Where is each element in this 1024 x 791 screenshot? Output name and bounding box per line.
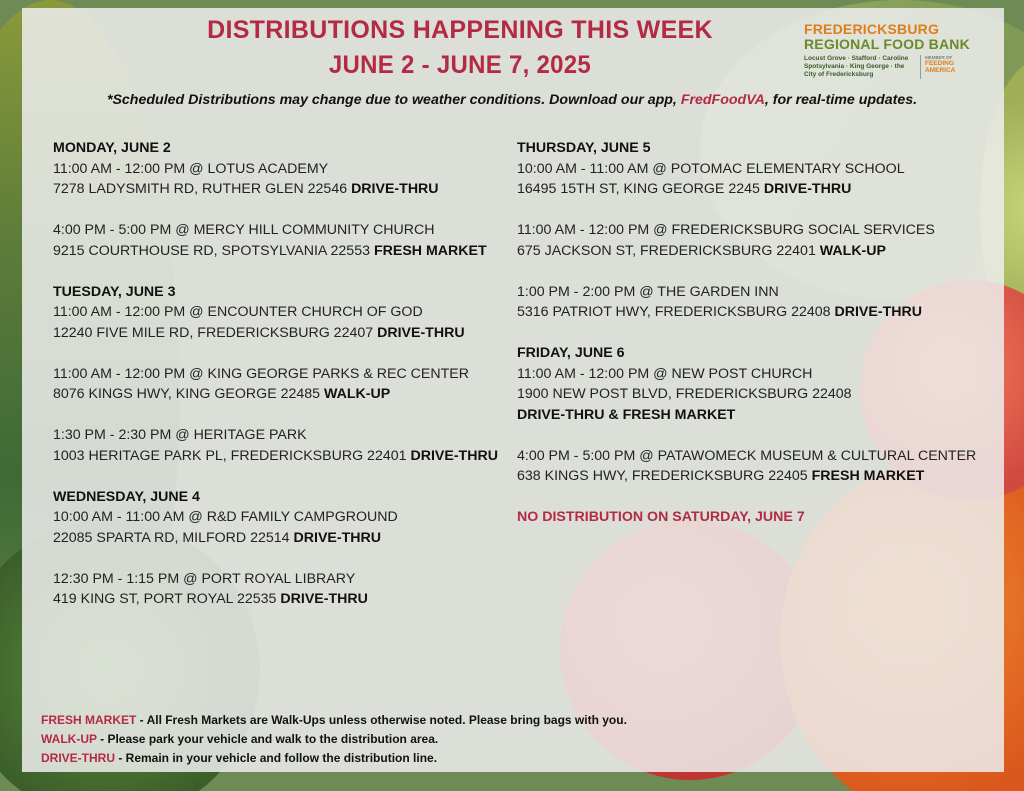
distribution-type: DRIVE-THRU [834,304,922,320]
feeding-america-label: FEEDING AMERICA [925,60,956,74]
legend-row-drive-thru: DRIVE-THRU - Remain in your vehicle and follow the distribution line. [41,751,438,765]
note-suffix: , for real-time updates. [764,92,918,108]
day-heading: WEDNESDAY, JUNE 4 [53,488,200,505]
legend-row-walk-up: WALK-UP - Please park your vehicle and walk to the distribution area. [41,732,439,746]
schedule-column-left [53,138,513,630]
no-distribution-notice: NO DISTRIBUTION ON SATURDAY, JUNE 7 [517,509,805,525]
day-heading: THURSDAY, JUNE 5 [517,140,651,156]
day-heading: TUESDAY, JUNE 3 [53,283,176,300]
address-text: 22085 SPARTA RD, MILFORD 22514 [53,529,290,546]
day-block [53,138,513,261]
address-text: 12240 FIVE MILE RD, FREDERICKSBURG 22407 [53,324,374,341]
food-bank-logo [804,22,984,79]
distribution-entry [517,159,977,200]
distribution-type: DRIVE-THRU [293,529,382,546]
distribution-type: DRIVE-THRU & FRESH MARKET [517,406,736,423]
address-text: 638 KINGS HWY, FREDERICKSBURG 22405 [517,468,808,484]
distribution-address [517,302,977,323]
distribution-entry [517,282,977,323]
day-block [517,138,977,323]
distribution-address [517,384,977,405]
feeding-america-logo [920,55,973,79]
address-text: 7278 LADYSMITH RD, RUTHER GLEN 22546 [53,181,348,197]
address-text: 5316 PATRIOT HWY, FREDERICKSBURG 22408 [517,304,831,320]
logo-line-1: FREDERICKSBURG [804,21,940,37]
weather-note [0,92,1024,108]
distribution-address [53,323,513,344]
distribution-entry [517,364,977,426]
distribution-type: FRESH MARKET [811,468,925,484]
distribution-address [53,384,513,405]
distribution-address [53,528,513,549]
distribution-entry [53,159,513,200]
distribution-address [517,179,977,200]
distribution-type: DRIVE-THRU [763,181,852,197]
distribution-entry [517,446,977,487]
distribution-time-location: 11:00 AM - 12:00 PM @ ENCOUNTER CHURCH OF GOD [53,304,423,320]
member-of-label: MEMBER OF [925,55,953,60]
distribution-type: DRIVE-THRU [410,447,498,464]
address-text: 16495 15TH ST, KING GEORGE 2245 [517,181,760,197]
distribution-time-location: 11:00 AM - 12:00 PM @ LOTUS ACADEMY [53,160,329,177]
distribution-time-location: 4:00 PM - 5:00 PM @ PATAWOMECK MUSEUM & CULTURAL CENTER [517,447,977,464]
distribution-address [53,589,513,610]
distribution-type: DRIVE-THRU [280,591,368,607]
page-title: DISTRIBUTIONS HAPPENING THIS WEEK [207,16,713,44]
logo-line-2: REGIONAL FOOD BANK [804,36,970,52]
distribution-time-location: 11:00 AM - 12:00 PM @ NEW POST CHURCH [517,365,813,382]
note-prefix: *Scheduled Distributions may change due to weather conditions. Download our app, [106,92,681,108]
distribution-time-location: 10:00 AM - 11:00 AM @ R&D FAMILY CAMPGROUND [53,509,398,525]
distribution-entry [53,569,513,610]
distribution-address [517,241,977,262]
distribution-entry [53,425,513,466]
distribution-type: WALK-UP [324,386,391,402]
address-text: 9215 COURTHOUSE RD, SPOTSYLVANIA 22553 [53,242,370,259]
distribution-type: DRIVE-THRU [377,324,465,341]
day-heading: FRIDAY, JUNE 6 [517,345,625,361]
address-text: 1900 NEW POST BLVD, FREDERICKSBURG 22408 [517,386,852,402]
legend-row-fresh-market: FRESH MARKET - All Fresh Markets are Walk-Ups unless otherwise noted. Please bring bags with you. [41,713,627,727]
distribution-time-location: 1:00 PM - 2:00 PM @ THE GARDEN INN [517,283,779,300]
distribution-time-location: 4:00 PM - 5:00 PM @ MERCY HILL COMMUNITY CHURCH [53,222,435,238]
date-range: JUNE 2 - JUNE 7, 2025 [328,51,592,79]
app-name: FredFoodVA [680,92,765,108]
day-block [53,282,513,467]
distribution-entry [53,364,513,405]
day-heading: MONDAY, JUNE 2 [53,140,171,156]
distribution-type: FRESH MARKET [373,242,487,259]
address-text: 419 KING ST, PORT ROYAL 22535 [53,591,277,607]
schedule-column-right [517,138,977,528]
address-text: 8076 KINGS HWY, KING GEORGE 22485 [53,386,321,402]
distribution-entry [517,220,977,261]
distribution-type: DRIVE-THRU [351,181,439,197]
distribution-address [53,241,513,262]
distribution-time-location: 12:30 PM - 1:15 PM @ PORT ROYAL LIBRARY [53,570,356,587]
distribution-time-location: 1:30 PM - 2:30 PM @ HERITAGE PARK [53,427,307,443]
legend [41,711,627,768]
day-block [517,343,977,487]
address-text: 1003 HERITAGE PARK PL, FREDERICKSBURG 22401 [53,447,407,464]
distribution-address [53,179,513,200]
distribution-time-location: 11:00 AM - 12:00 PM @ KING GEORGE PARKS & REC CENTER [53,365,469,382]
logo-localities: Locust Grove · Stafford · Caroline Spotsylvania · King George · the City of Fredericksburg [804,55,909,78]
distribution-time-location: 10:00 AM - 11:00 AM @ POTOMAC ELEMENTARY SCHOOL [517,160,905,177]
distribution-entry [53,507,513,548]
day-block [53,487,513,610]
address-text: 675 JACKSON ST, FREDERICKSBURG 22401 [517,242,816,259]
distribution-type: WALK-UP [819,242,886,259]
distribution-entry [53,220,513,261]
distribution-address [517,466,977,487]
distribution-entry [53,302,513,343]
distribution-time-location: 11:00 AM - 12:00 PM @ FREDERICKSBURG SOCIAL SERVICES [517,222,935,238]
distribution-address [53,446,513,467]
